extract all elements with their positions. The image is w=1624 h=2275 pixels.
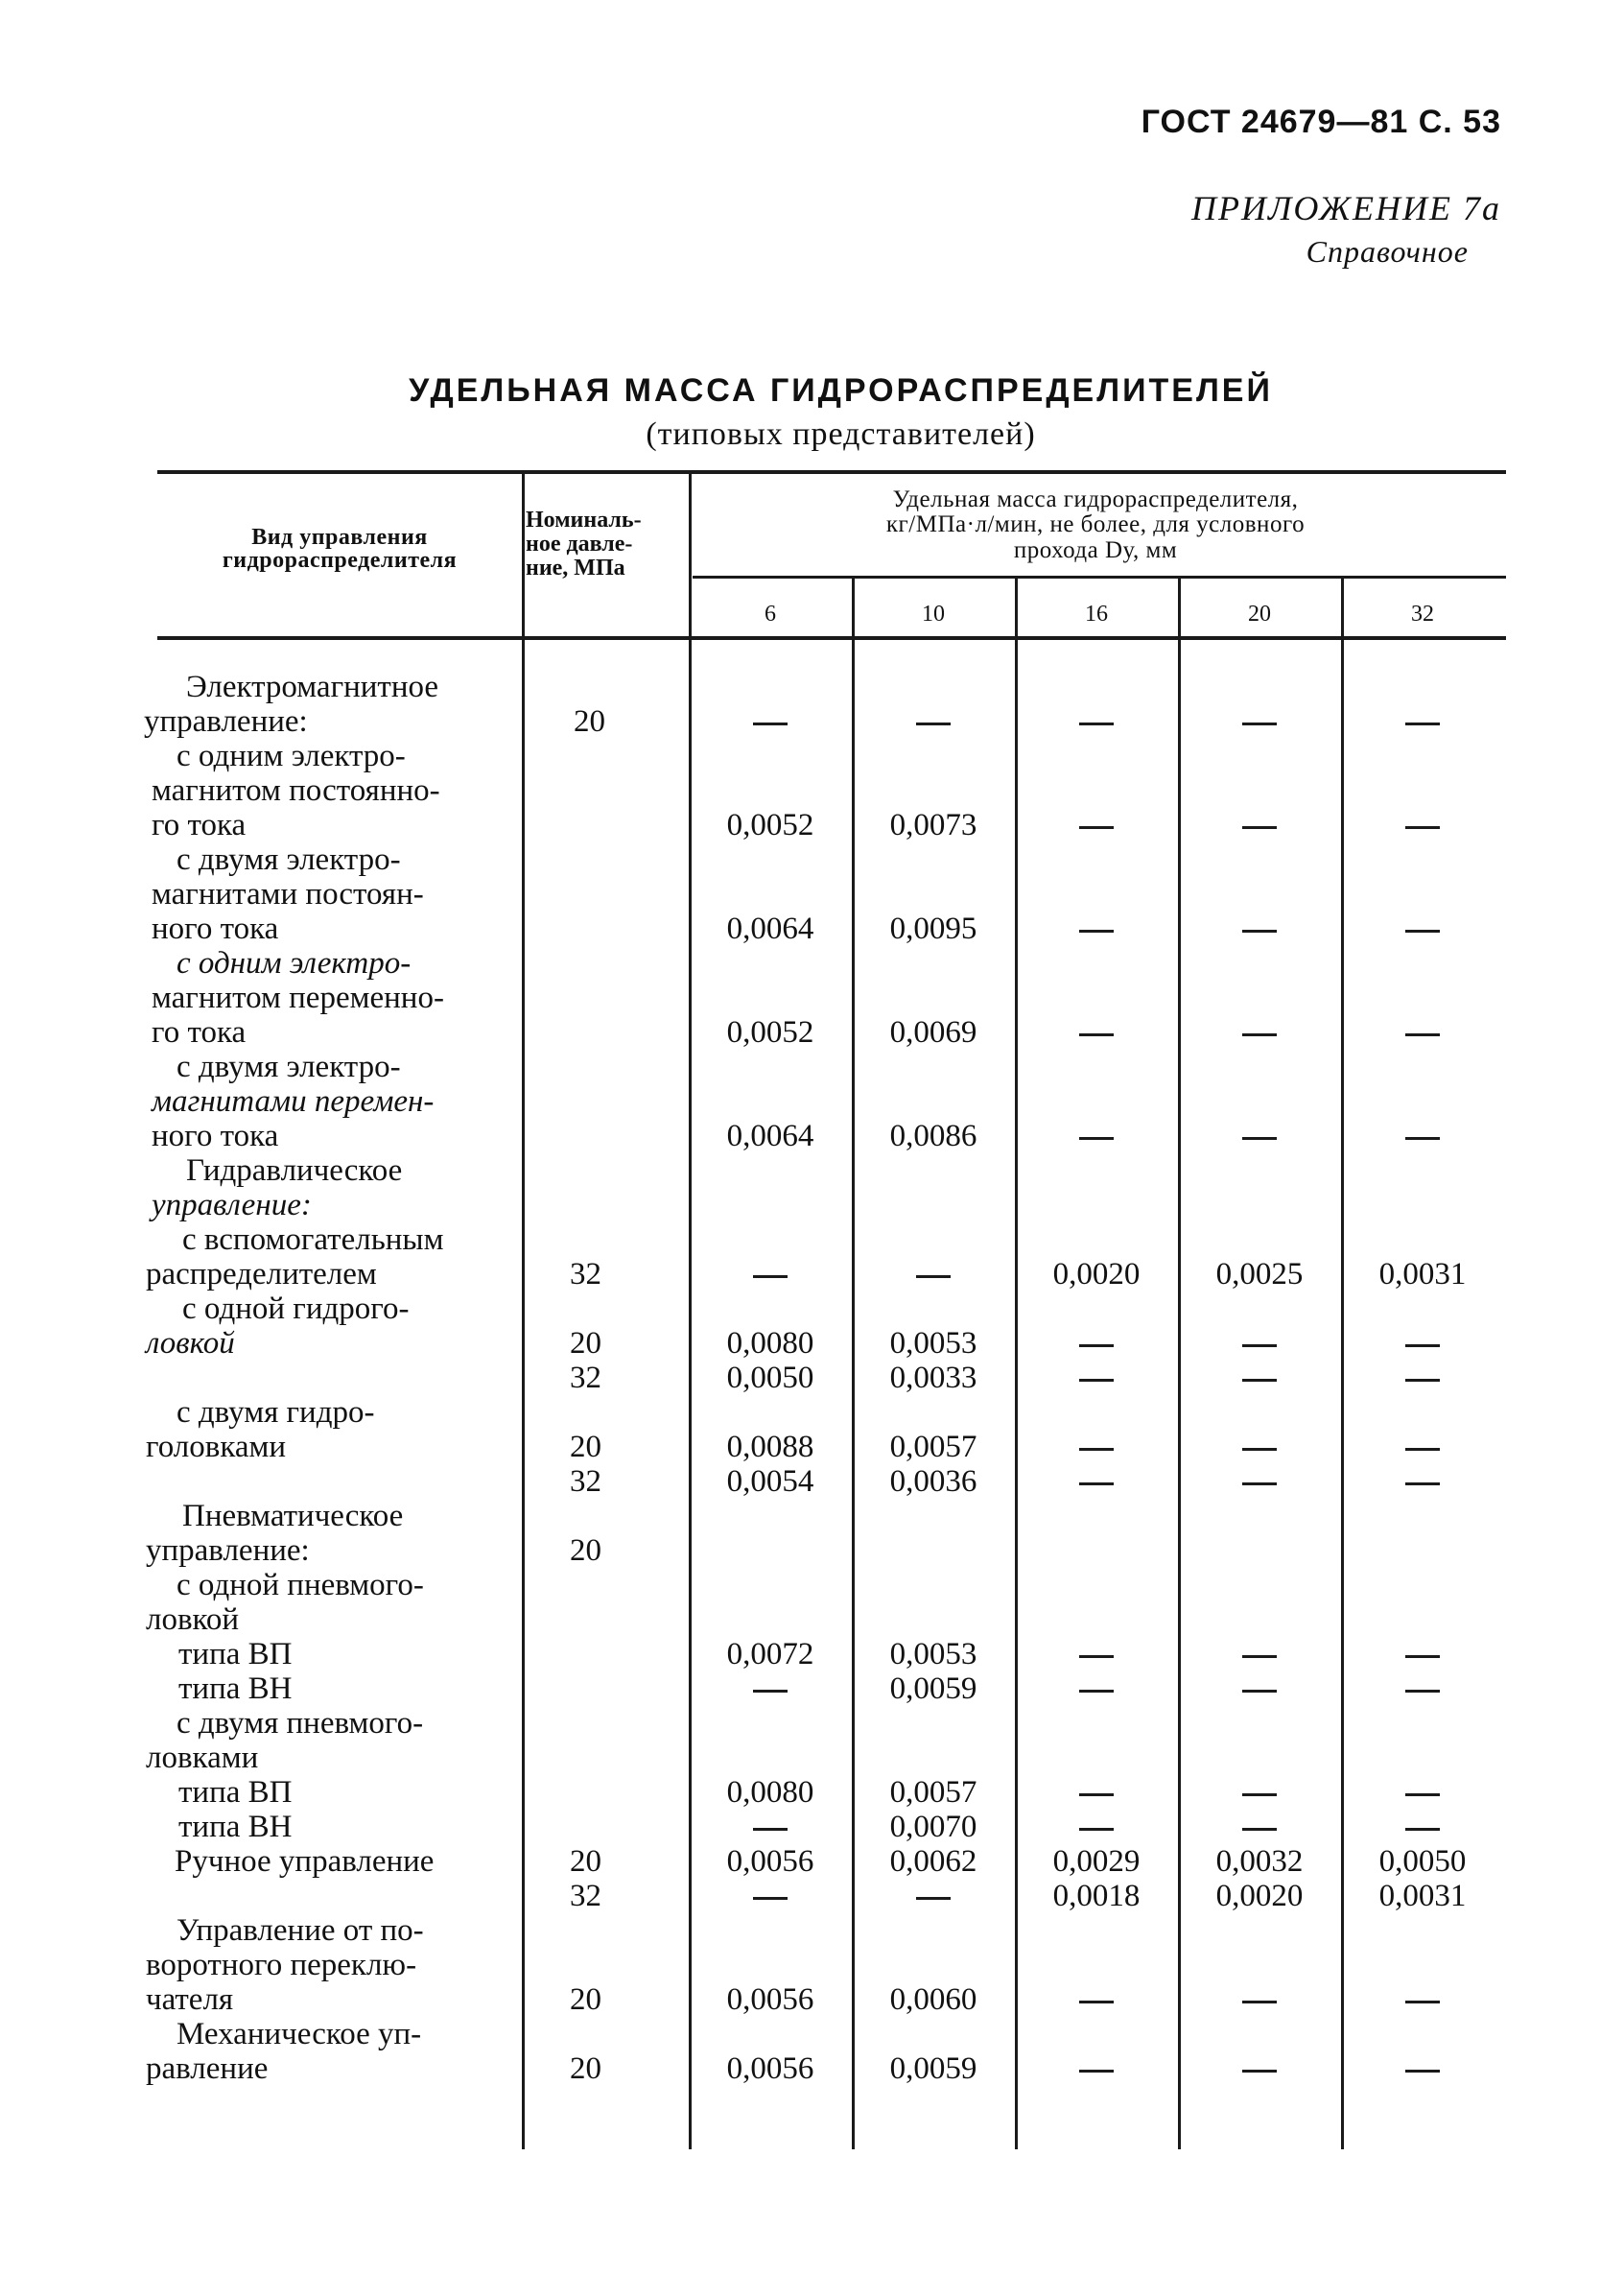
value-cell: 0,0036 xyxy=(889,1464,977,1499)
header-text: прохода Dу, мм xyxy=(1013,536,1178,563)
dash-mark xyxy=(1405,2070,1440,2073)
row-label: Управление от по- xyxy=(177,1913,424,1948)
value-cell xyxy=(1015,1119,1178,1153)
group-label: Электромагнитное xyxy=(186,670,439,704)
value-cell xyxy=(1015,912,1178,946)
value-cell: 0,0029 xyxy=(1052,1844,1141,1879)
value-cell: 0,0053 xyxy=(889,1637,977,1671)
row-label: головками xyxy=(146,1430,287,1464)
header-text: гидрораспределителя xyxy=(222,548,458,573)
value-cell: 0,0033 xyxy=(889,1361,977,1395)
value-cell: 0,0056 xyxy=(726,1982,814,2017)
value-cell xyxy=(1341,1361,1504,1395)
value-cell xyxy=(1178,1775,1341,1810)
value-cell xyxy=(1178,1982,1341,2017)
value-cell xyxy=(1341,1430,1504,1464)
value-cell: 0,0064 xyxy=(726,1119,814,1153)
value-cell xyxy=(1341,704,1504,739)
value-cell xyxy=(1015,1637,1178,1671)
row-label: ловкой xyxy=(146,1602,240,1637)
dash-mark xyxy=(1242,1828,1277,1831)
value-cell: 0,0064 xyxy=(726,912,814,946)
value-cell xyxy=(852,1257,1015,1292)
value-cell: 0,0020 xyxy=(1052,1257,1141,1292)
dash-mark xyxy=(1405,723,1440,725)
value-cell: 0,0069 xyxy=(889,1015,977,1050)
value-cell xyxy=(689,1257,852,1292)
pressure-value: 32 xyxy=(570,1257,601,1292)
column-header-dn-20: 20 xyxy=(1248,602,1271,627)
dash-mark xyxy=(1079,2001,1114,2003)
value-cell xyxy=(1178,912,1341,946)
value-cell xyxy=(1341,1464,1504,1499)
standard-reference: ГОСТ 24679—81 С. 53 xyxy=(1141,104,1501,140)
column-header-pressure xyxy=(526,509,687,581)
dash-mark xyxy=(1405,1137,1440,1140)
group-label: управление: xyxy=(146,1533,310,1568)
page-header xyxy=(0,0,1624,288)
pressure-value: 20 xyxy=(574,704,605,739)
row-label: распределителем xyxy=(146,1257,377,1292)
value-cell xyxy=(852,704,1015,739)
row-label: го тока xyxy=(152,808,247,842)
row-label: типа ВН xyxy=(178,1810,293,1844)
group-label: управление: xyxy=(144,704,308,739)
value-cell: 0,0050 xyxy=(726,1361,814,1395)
row-label: с двумя электро- xyxy=(177,842,401,877)
dash-mark xyxy=(1405,1033,1440,1036)
pressure-value: 32 xyxy=(570,1361,601,1395)
row-label: с одной гидрого- xyxy=(182,1292,410,1326)
row-label: го тока xyxy=(152,1015,247,1050)
value-cell: 0,0020 xyxy=(1215,1879,1304,1913)
value-cell xyxy=(1178,1671,1341,1706)
row-label: магнитами постоян- xyxy=(152,877,424,912)
value-cell: 0,0050 xyxy=(1378,1844,1467,1879)
value-cell xyxy=(1178,808,1341,842)
dash-mark xyxy=(1405,930,1440,933)
value-cell: 0,0052 xyxy=(726,1015,814,1050)
value-cell: 0,0031 xyxy=(1378,1879,1467,1913)
row-label: с одним электро- xyxy=(177,739,406,773)
dash-mark xyxy=(1079,930,1114,933)
row-label: с двумя электро- xyxy=(177,1050,401,1084)
dash-mark xyxy=(1242,826,1277,829)
row-label: Механическое уп- xyxy=(177,2017,422,2051)
dash-mark xyxy=(1405,2001,1440,2003)
value-cell xyxy=(1178,1361,1341,1395)
value-cell xyxy=(1341,1119,1504,1153)
column-header-dn-32: 32 xyxy=(1411,602,1434,627)
value-cell: 0,0057 xyxy=(889,1775,977,1810)
value-cell xyxy=(689,1671,852,1706)
value-cell: 0,0059 xyxy=(889,1671,977,1706)
header-text: Номиналь- xyxy=(526,508,642,533)
pressure-value: 20 xyxy=(570,1844,601,1879)
value-cell: 0,0073 xyxy=(889,808,977,842)
value-cell xyxy=(1178,2051,1341,2086)
value-cell: 0,0057 xyxy=(889,1430,977,1464)
dash-mark xyxy=(1079,826,1114,829)
value-cell xyxy=(1341,1775,1504,1810)
dash-mark xyxy=(1242,1482,1277,1485)
dash-mark xyxy=(1405,1690,1440,1693)
row-label: с одним электро- xyxy=(177,946,412,981)
value-cell xyxy=(1015,808,1178,842)
value-cell xyxy=(1341,1326,1504,1361)
row-label: с вспомогательным xyxy=(182,1222,444,1257)
group-label: Гидравлическое xyxy=(186,1153,403,1188)
dash-mark xyxy=(1242,930,1277,933)
value-cell xyxy=(1015,2051,1178,2086)
value-cell: 0,0025 xyxy=(1215,1257,1304,1292)
value-cell xyxy=(1015,1464,1178,1499)
value-cell xyxy=(1341,2051,1504,2086)
dash-mark xyxy=(1405,1793,1440,1796)
column-header-specific-mass xyxy=(693,487,1498,563)
dash-mark xyxy=(753,1828,788,1831)
pressure-value: 20 xyxy=(570,1326,601,1361)
dash-mark xyxy=(1242,723,1277,725)
pressure-value: 32 xyxy=(570,1464,601,1499)
appendix-type: Справочное xyxy=(1306,234,1469,269)
value-cell xyxy=(1015,1775,1178,1810)
value-cell xyxy=(1178,1430,1341,1464)
column-header-dn-16: 16 xyxy=(1085,602,1108,627)
rule-col-1 xyxy=(522,470,525,2149)
value-cell: 0,0072 xyxy=(726,1637,814,1671)
dash-mark xyxy=(1079,1448,1114,1451)
value-cell xyxy=(1015,704,1178,739)
row-label: типа ВП xyxy=(178,1775,293,1810)
dash-mark xyxy=(916,723,951,725)
header-text: Вид управления xyxy=(251,525,428,550)
value-cell xyxy=(1015,1326,1178,1361)
dash-mark xyxy=(1079,723,1114,725)
row-label: типа ВН xyxy=(178,1671,293,1706)
dash-mark xyxy=(1079,1344,1114,1347)
pressure-value: 20 xyxy=(570,2051,601,2086)
value-cell xyxy=(1178,1464,1341,1499)
dash-mark xyxy=(1242,1690,1277,1693)
header-text: ние, МПа xyxy=(526,556,625,581)
value-cell xyxy=(1015,1982,1178,2017)
value-cell xyxy=(1015,1671,1178,1706)
dash-mark xyxy=(1079,1482,1114,1485)
dash-mark xyxy=(753,723,788,725)
dash-mark xyxy=(1405,1344,1440,1347)
dash-mark xyxy=(1242,1655,1277,1658)
dash-mark xyxy=(753,1897,788,1900)
row-label: ловкой xyxy=(146,1326,235,1361)
dash-mark xyxy=(753,1275,788,1278)
dash-mark xyxy=(1405,826,1440,829)
column-header-dn-6: 6 xyxy=(765,602,776,627)
value-cell xyxy=(1341,808,1504,842)
row-label: типа ВП xyxy=(178,1637,293,1671)
value-cell: 0,0088 xyxy=(726,1430,814,1464)
dash-mark xyxy=(1242,1793,1277,1796)
row-label: магнитом переменно- xyxy=(152,981,444,1015)
row-label: с двумя гидро- xyxy=(177,1395,375,1430)
column-header-control-type xyxy=(161,526,518,572)
table-title: УДЕЛЬНАЯ МАССА ГИДРОРАСПРЕДЕЛИТЕЛЕЙ xyxy=(409,372,1273,409)
value-cell xyxy=(1015,1361,1178,1395)
column-header-dn-10: 10 xyxy=(922,602,945,627)
value-cell xyxy=(1178,1326,1341,1361)
value-cell: 0,0080 xyxy=(726,1326,814,1361)
value-cell xyxy=(1178,1015,1341,1050)
dash-mark xyxy=(1079,1690,1114,1693)
value-cell xyxy=(852,1879,1015,1913)
rule-header-bottom xyxy=(157,636,1506,640)
value-cell: 0,0060 xyxy=(889,1982,977,2017)
row-label: ного тока xyxy=(152,912,279,946)
dash-mark xyxy=(1242,2070,1277,2073)
value-cell: 0,0070 xyxy=(889,1810,977,1844)
dash-mark xyxy=(1079,1793,1114,1796)
dash-mark xyxy=(1079,1655,1114,1658)
dash-mark xyxy=(1242,1448,1277,1451)
value-cell xyxy=(1178,1119,1341,1153)
dash-mark xyxy=(1242,1344,1277,1347)
dash-mark xyxy=(916,1897,951,1900)
row-label: ловками xyxy=(146,1741,259,1775)
dash-mark xyxy=(1242,2001,1277,2003)
value-cell: 0,0053 xyxy=(889,1326,977,1361)
value-cell: 0,0095 xyxy=(889,912,977,946)
dash-mark xyxy=(1079,1137,1114,1140)
header-text: Удельная масса гидрораспределителя, xyxy=(892,486,1299,512)
dash-mark xyxy=(1079,2070,1114,2073)
value-cell xyxy=(689,1810,852,1844)
row-label: магнитом постоянно- xyxy=(152,773,440,808)
dash-mark xyxy=(1405,1655,1440,1658)
header-text: кг/МПа·л/мин, не более, для условного xyxy=(885,511,1306,538)
header-text: ное давле- xyxy=(526,532,633,557)
value-cell: 0,0080 xyxy=(726,1775,814,1810)
pressure-value: 20 xyxy=(570,1533,601,1568)
table-subtitle: (типовых представителей) xyxy=(646,416,1036,452)
value-cell: 0,0031 xyxy=(1378,1257,1467,1292)
value-cell xyxy=(1341,1637,1504,1671)
value-cell xyxy=(1341,1982,1504,2017)
pressure-value: 20 xyxy=(570,1430,601,1464)
value-cell xyxy=(1341,1671,1504,1706)
value-cell xyxy=(1178,704,1341,739)
dash-mark xyxy=(1405,1828,1440,1831)
row-label: равление xyxy=(146,2051,269,2086)
rule-subheader xyxy=(693,576,1506,579)
value-cell: 0,0054 xyxy=(726,1464,814,1499)
pressure-value: 20 xyxy=(570,1982,601,2017)
value-cell: 0,0086 xyxy=(889,1119,977,1153)
row-label: воротного переклю- xyxy=(146,1948,417,1982)
value-cell xyxy=(1178,1637,1341,1671)
dash-mark xyxy=(1079,1033,1114,1036)
group-label: управление: xyxy=(152,1188,312,1222)
dash-mark xyxy=(753,1690,788,1693)
row-label: магнитами перемен- xyxy=(152,1084,435,1119)
appendix-number: ПРИЛОЖЕНИЕ 7а xyxy=(1191,189,1501,227)
value-cell xyxy=(1015,1430,1178,1464)
row-label: ного тока xyxy=(152,1119,279,1153)
value-cell: 0,0056 xyxy=(726,2051,814,2086)
dash-mark xyxy=(1079,1828,1114,1831)
dash-mark xyxy=(1242,1137,1277,1140)
dash-mark xyxy=(1405,1448,1440,1451)
value-cell xyxy=(1015,1015,1178,1050)
value-cell: 0,0018 xyxy=(1052,1879,1141,1913)
row-label: с двумя пневмого- xyxy=(177,1706,424,1741)
value-cell: 0,0059 xyxy=(889,2051,977,2086)
value-cell: 0,0056 xyxy=(726,1844,814,1879)
row-label: чателя xyxy=(146,1982,234,2017)
dash-mark xyxy=(916,1275,951,1278)
value-cell xyxy=(1341,1015,1504,1050)
dash-mark xyxy=(1242,1033,1277,1036)
dash-mark xyxy=(1405,1482,1440,1485)
dash-mark xyxy=(1079,1379,1114,1382)
value-cell xyxy=(1341,912,1504,946)
value-cell xyxy=(1341,1810,1504,1844)
value-cell xyxy=(1178,1810,1341,1844)
group-label: Пневматическое xyxy=(182,1499,404,1533)
value-cell xyxy=(689,704,852,739)
row-label: с одной пневмого- xyxy=(177,1568,424,1602)
value-cell xyxy=(1015,1810,1178,1844)
rule-top xyxy=(157,470,1506,474)
dash-mark xyxy=(1405,1379,1440,1382)
pressure-value: 32 xyxy=(570,1879,601,1913)
row-label: Ручное управление xyxy=(175,1844,435,1879)
value-cell xyxy=(689,1879,852,1913)
value-cell: 0,0052 xyxy=(726,808,814,842)
dash-mark xyxy=(1242,1379,1277,1382)
value-cell: 0,0032 xyxy=(1215,1844,1304,1879)
value-cell: 0,0062 xyxy=(889,1844,977,1879)
